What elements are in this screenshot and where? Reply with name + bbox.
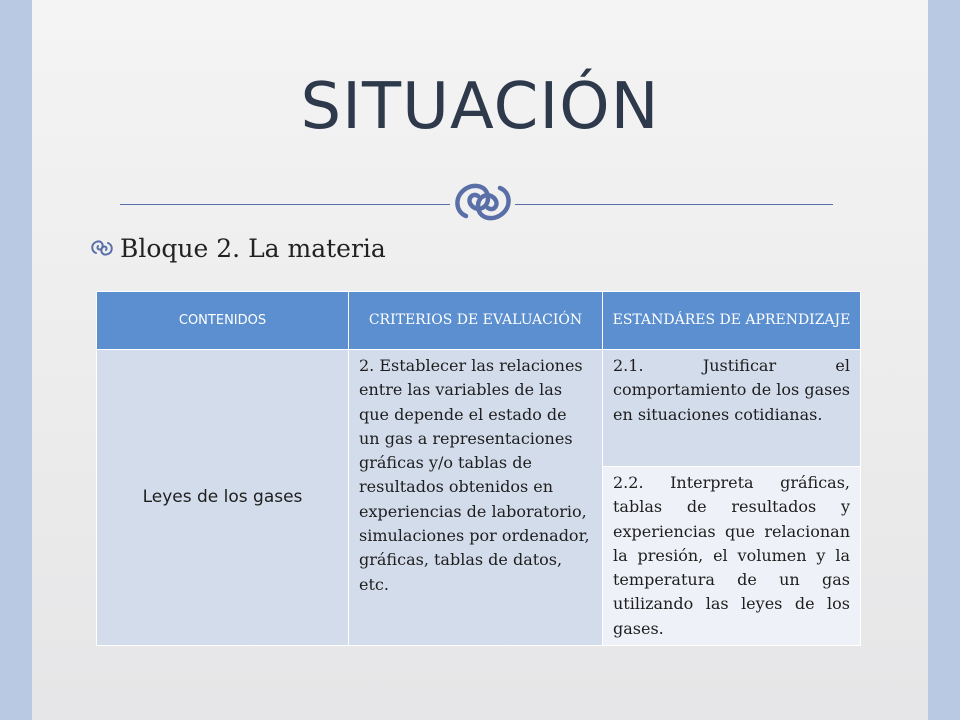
- slide-title: SITUACIÓN: [300, 70, 660, 144]
- header-contenidos: CONTENIDOS: [97, 292, 349, 350]
- title-divider-right: [515, 204, 833, 205]
- cell-estandar-2: 2.2. Interpreta gráficas, tablas de resultados y experiencias que relacionan la presión, el volumen y la temperatura de un gas utilizando las leyes de los gases.: [603, 467, 861, 646]
- header-criterios: CRITERIOS DE EVALUACIÓN: [349, 292, 603, 350]
- bullet-text: Bloque 2. La materia: [120, 233, 386, 263]
- title-divider-left: [120, 204, 450, 205]
- table-row: [97, 350, 861, 467]
- header-estandares: ESTANDÁRES DE APRENDIZAJE: [603, 292, 861, 350]
- cell-criterio: 2. Establecer las relaciones entre las variables de las que depende el estado de un gas a representaciones gráficas y/o tablas de resultados obtenidos en experiencias de laboratorio, simulaciones por ordenador, gráficas, tablas de datos, etc.: [349, 350, 603, 646]
- cell-estandar-1: 2.1. Justificar el comportamiento de los gases en situaciones cotidianas.: [603, 350, 861, 467]
- curriculum-table: [96, 291, 861, 646]
- decorative-swirl-icon: [452, 176, 514, 228]
- cell-contenido: Leyes de los gases: [97, 350, 349, 646]
- table-header-row: [97, 292, 861, 350]
- bullet-item: [90, 228, 386, 268]
- bullet-swirl-icon: [90, 238, 114, 258]
